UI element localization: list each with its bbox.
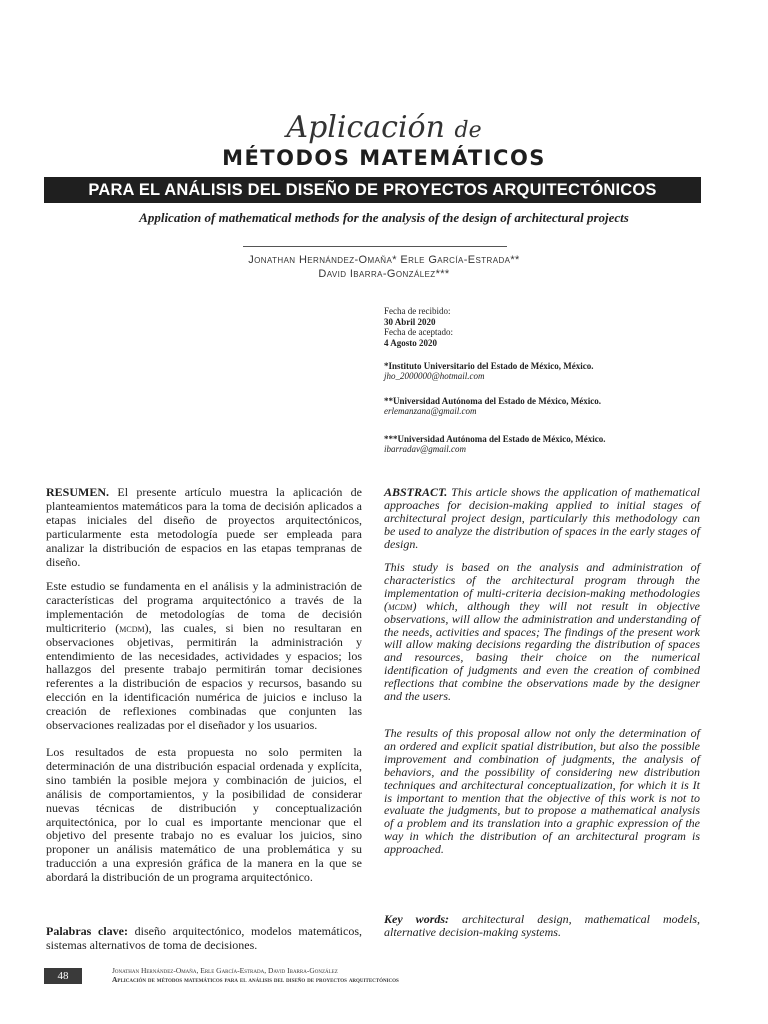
- key-words-text: architectural design, mathematical models, alternative decision-making systems.: [384, 912, 700, 939]
- abstract-text-3: The results of this proposal allow not only the determination of an ordered and explicit spatial distribution, but also the possible improvement and combination of judgments, the analysis of behaviors, and the possibility of considering new distribution techniques and architectural conceptualization, for which it is It is important to mention that the objective of this work is not to evaluate the judgments, but to propose a mathematical analysis of a problem and its translation into a graphic expression of the way in which the distribution of an architectural program is approached.: [384, 726, 700, 857]
- resumen-p2: [46, 580, 362, 733]
- affiliation-name: ***Universidad Autónoma del Estado de México, México.: [384, 434, 606, 444]
- page-number: 48: [44, 968, 82, 984]
- title-script-word: Aplicación: [286, 110, 445, 145]
- abstract-p3: [384, 727, 700, 856]
- abstract-p2: [384, 561, 700, 703]
- accepted-label: Fecha de aceptado:: [384, 327, 453, 337]
- abstract-text-2a: This study is based on the analysis and administration of characteristics of the architectural program through the implementation of multi-criteria decision-making methodologies (: [384, 560, 700, 613]
- abstract-text-1: This article shows the application of mathematical approaches for decision-making applied to initial stages of architectural project design, particularly this methodology can be used to analyze the distribution of spaces in the early stages of design.: [384, 485, 700, 551]
- resumen-abbr: mcdm: [119, 620, 145, 635]
- abstract-p1: [384, 486, 700, 551]
- abstract-text-2b: ) which, although they will not result in objective observations, will allow the administration and understanding of the needs, activities and spaces; The findings of the present work will allow making decisions regarding the distribution of spaces and resources, basing their choice on the numerical identification of judgments and even the creation of combined reflections that combine the observations made by the designer and the users.: [384, 598, 700, 704]
- dates-block: [384, 306, 453, 348]
- keywords-label: Palabras clave:: [46, 924, 128, 938]
- received-date: 30 Abril 2020: [384, 316, 436, 327]
- authors-line-2: David Ibarra-González***: [318, 268, 450, 280]
- resumen-text-2b: ), las cuales, si bien no resultaran en observaciones objetivas, permitirán la administración y entendimiento de las necesidades, actividades y espacios; los hallazgos del presente trabajo permitirán tomar decisiones referentes a la distribución de espacios y recursos, basando su elección en la identificación numérica de juicios e incluso la creación de reflexiones combinadas que conjunten las observaciones realizadas por el diseñador y los usuarios.: [46, 620, 363, 733]
- affiliation-2: [384, 396, 644, 416]
- abstract-abbr: mcdm: [388, 598, 413, 613]
- affiliation-email[interactable]: erlemanzana@gmail.com: [384, 406, 477, 416]
- footer-title: Aplicación de métodos matemáticos para el análisis del diseño de proyectos arquitectónicos: [112, 975, 399, 984]
- running-footer: [112, 966, 399, 984]
- title-main: MÉTODOS MATEMÁTICOS: [222, 146, 546, 170]
- authors-line-1: Jonathan Hernández-Omaña* Erle García-Estrada**: [248, 254, 520, 266]
- affiliation-name: **Universidad Autónoma del Estado de México, México.: [384, 396, 601, 406]
- key-words-label: Key words:: [384, 912, 450, 926]
- resumen-text-1: El presente artículo muestra la aplicación de planteamientos matemáticos para la toma de decisión aplicados a etapas iniciales del diseño de proyectos arquitectónicos, particularmente esta metodología puede ser empleada para analizar la distribución de espacios en las etapas tempranas de diseño.: [46, 485, 362, 569]
- affiliation-1: [384, 361, 644, 381]
- key-words: [384, 913, 700, 939]
- title-english: Application of mathematical methods for the analysis of the design of architectural projects: [139, 210, 629, 225]
- keywords-text: diseño arquitectónico, modelos matemáticos, sistemas alternativos de toma de decisiones.: [46, 924, 362, 952]
- resumen-label: RESUMEN.: [46, 485, 110, 499]
- author-divider: [243, 246, 507, 247]
- received-label: Fecha de recibido:: [384, 306, 451, 316]
- accepted-date: 4 Agosto 2020: [384, 337, 438, 348]
- palabras-clave: [46, 925, 362, 953]
- affiliation-email[interactable]: jho_2000000@hotmail.com: [384, 371, 485, 381]
- footer-authors: Jonathan Hernández-Omaña, Erle García-Estrada, David Ibarra-González: [112, 966, 338, 975]
- resumen-text-3: Los resultados de esta propuesta no solo permiten la determinación de una distribución espacial ordenada y explícita, sino también la posible mejora y combinación de juicios, el análisis de comportamientos, y la posibilidad de considerar nuevas técnicas de distribución y conceptualización arquitectónica, por lo cual es importante mencionar que el objetivo del presente trabajo no es evaluar los juicios, sino proponer un análisis matemático de una problemática y su traducción a una expresión gráfica de la manera en la que se abordará la distribución de un programa arquitectónico.: [46, 745, 362, 885]
- abstract-label: ABSTRACT.: [384, 485, 448, 499]
- affiliation-email[interactable]: ibarradav@gmail.com: [384, 444, 467, 454]
- resumen-text-2a: Este estudio se fundamenta en el análisis y la administración de características del programa arquitectónico a través de la implementación de metodologías de toma de decisión multicriterio (: [46, 579, 362, 635]
- affiliation-name: *Instituto Universitario del Estado de México, México.: [384, 361, 594, 371]
- title-script-de: de: [454, 118, 482, 143]
- affiliation-3: [384, 434, 644, 454]
- title-bar: PARA EL ANÁLISIS DEL DISEÑO DE PROYECTOS ARQUITECTÓNICOS: [44, 177, 701, 203]
- title-script: [0, 110, 768, 145]
- resumen-p3: [46, 746, 362, 885]
- resumen-p1: [46, 486, 362, 569]
